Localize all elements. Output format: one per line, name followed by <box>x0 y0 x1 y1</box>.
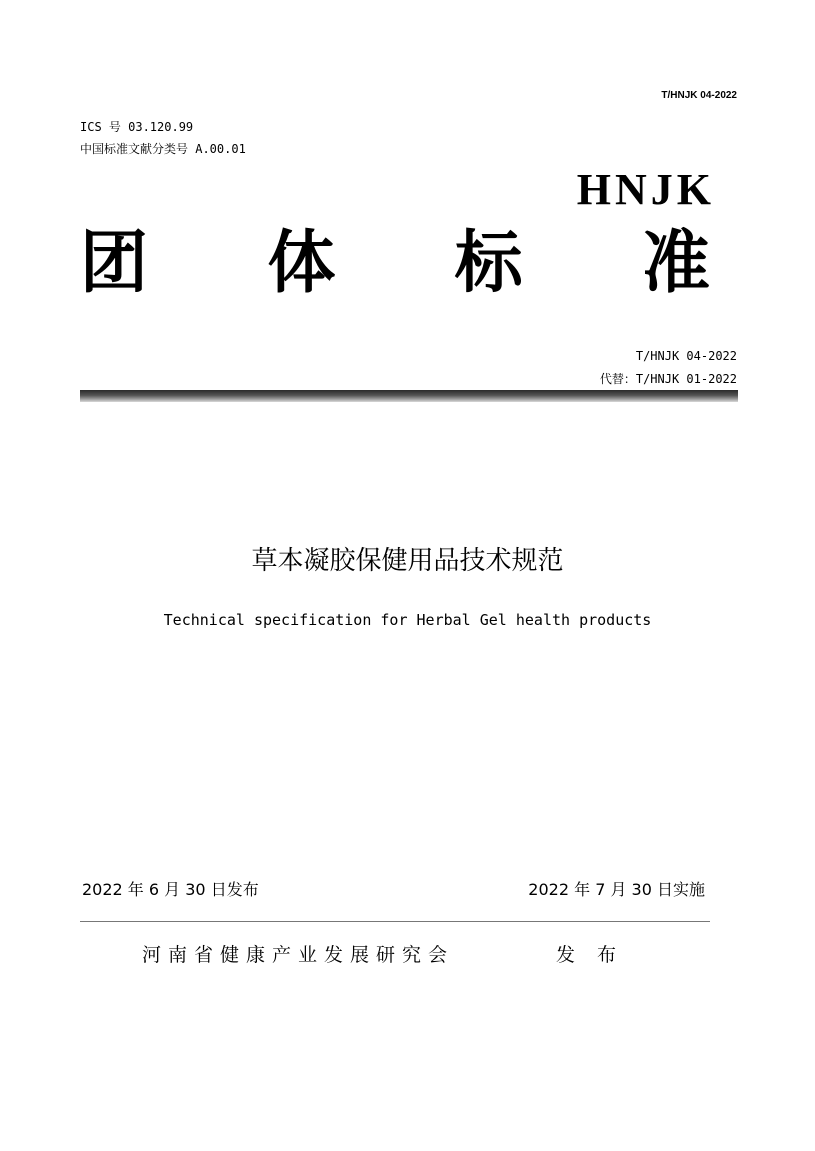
heading-char-4: 准 <box>641 224 710 303</box>
top-standard-code: T/HNJK 04-2022 <box>661 90 737 101</box>
ics-number: ICS 号 03.120.99 <box>80 120 194 134</box>
document-title-english: Technical specification for Herbal Gel health products <box>163 611 652 629</box>
document-title-chinese: 草本凝胶保健用品技术规范 <box>251 546 564 576</box>
heading-char-3: 标 <box>454 224 523 303</box>
brand-logo-text: HNJK <box>576 165 715 214</box>
classification-number: 中国标准文献分类号 A.00.01 <box>80 142 246 156</box>
standard-number: T/HNJK 04-2022 <box>635 349 737 363</box>
footer-divider <box>80 921 710 922</box>
replaces-standard: 代替：T/HNJK 01-2022 <box>599 372 737 386</box>
issuing-organization: 河南省健康产业发展研究会 <box>142 944 455 966</box>
heading-char-1: 团 <box>80 224 149 303</box>
header-divider <box>80 390 738 402</box>
group-standard-heading <box>80 224 710 304</box>
heading-char-2: 体 <box>267 224 336 303</box>
issue-label: 发布 <box>556 944 639 966</box>
effective-date: 2022 年 7 月 30 日实施 <box>528 880 705 899</box>
publish-date: 2022 年 6 月 30 日发布 <box>82 880 259 899</box>
